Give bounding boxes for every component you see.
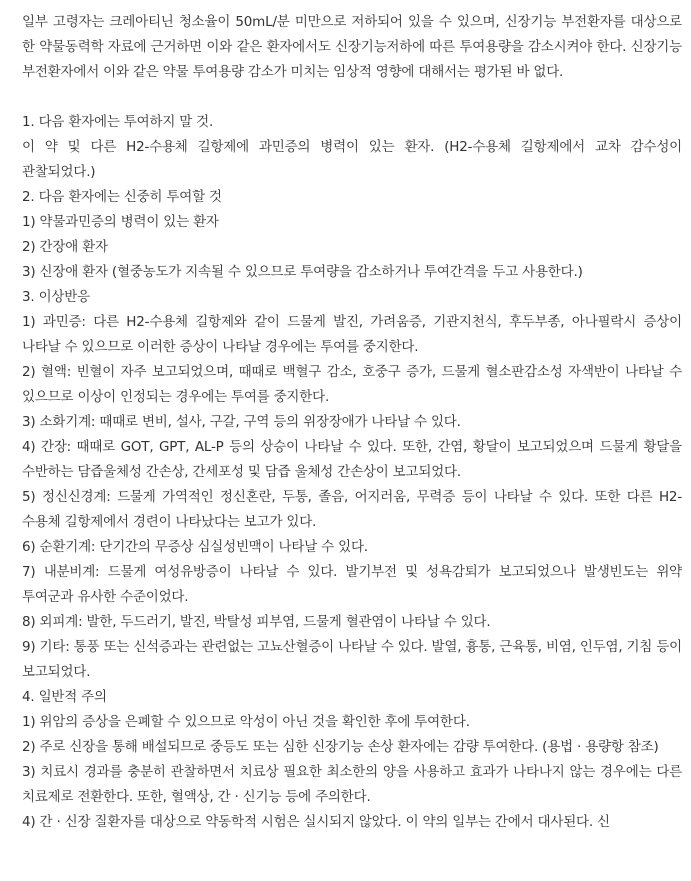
adverse-reaction-item: 9) 기타: 통풍 또는 신석증과는 관련없는 고뇨산혈증이 나타날 수 있다. 발열, 흉통, 근육통, 비염, 인두염, 기침 등이 보고되었다.	[22, 639, 682, 680]
caution-item: 1) 약물과민증의 병력이 있는 환자	[22, 214, 219, 230]
section-heading-adverse-reactions: 3. 이상반응	[22, 289, 90, 305]
precaution-item: 4) 간 · 신장 질환자를 대상으로 약동학적 시험은 실시되지 않았다. 이 약의 일부는 간에서 대사된다. 신	[22, 814, 610, 830]
precaution-item: 2) 주로 신장을 통해 배설되므로 중등도 또는 심한 신장기능 손상 환자에는 감량 투여한다. (용법 · 용량항 참조)	[22, 739, 659, 755]
adverse-reaction-item: 7) 내분비계: 드물게 여성유방증이 나타날 수 있다. 발기부전 및 성욕감퇴가 보고되었으나 발생빈도는 위약 투여군과 유사한 수준이었다.	[22, 564, 682, 605]
section-heading-general-precautions: 4. 일반적 주의	[22, 689, 107, 705]
adverse-reaction-item: 8) 외피계: 발한, 두드러기, 발진, 박탈성 피부염, 드물게 혈관염이 나타날 수 있다.	[22, 614, 491, 630]
precaution-item: 3) 치료시 경과를 충분히 관찰하면서 치료상 필요한 최소한의 양을 사용하고 효과가 나타나지 않는 경우에는 다른 치료제로 전환한다. 또한, 혈액상, 간 · 신기능 등에 주의한다.	[22, 764, 682, 805]
caution-item: 2) 간장애 환자	[22, 239, 108, 255]
adverse-reaction-item: 3) 소화기계: 때때로 변비, 설사, 구갈, 구역 등의 위장장애가 나타날 수 있다.	[22, 414, 461, 430]
adverse-reaction-item: 5) 정신신경계: 드물게 가역적인 정신혼란, 두통, 졸음, 어지러움, 무력증 등이 나타날 수 있다. 또한 다른 H2-수용체 길항제에서 경련이 나타났다는 보고가 있다.	[22, 489, 682, 530]
adverse-reaction-item: 4) 간장: 때때로 GOT, GPT, AL-P 등의 상승이 나타날 수 있다. 또한, 간염, 황달이 보고되었으며 드물게 황달을 수반하는 담즙울체성 간손상, 간세포성 및 담즙 울체성 간손상이 보고되었다.	[22, 439, 682, 480]
adverse-reaction-item: 1) 과민증: 다른 H2-수용체 길항제와 같이 드물게 발진, 가려움증, 기관지천식, 후두부종, 아나필락시 증상이 나타날 수 있으므로 이러한 증상이 나타날 경우에는 투여를 중지한다.	[22, 314, 682, 355]
caution-item: 3) 신장애 환자 (혈중농도가 지속될 수 있으므로 투여량을 감소하거나 투여간격을 두고 사용한다.)	[22, 264, 583, 280]
document-body	[22, 0, 682, 835]
paragraph-spacer	[22, 85, 682, 110]
precaution-item: 1) 위암의 증상을 은폐할 수 있으므로 악성이 아닌 것을 확인한 후에 투여한다.	[22, 714, 470, 730]
section-heading-contraindications: 1. 다음 환자에는 투여하지 말 것.	[22, 114, 214, 130]
section-heading-caution: 2. 다음 환자에는 신중히 투여할 것	[22, 189, 222, 205]
contraindication-item: 이 약 및 다른 H2-수용체 길항제에 과민증의 병력이 있는 환자. (H2-수용체 길항제에서 교차 감수성이 관찰되었다.)	[22, 139, 682, 180]
adverse-reaction-item: 6) 순환기계: 단기간의 무증상 심실성빈맥이 나타날 수 있다.	[22, 539, 368, 555]
intro-paragraph: 일부 고령자는 크레아티닌 청소율이 50mL/분 미만으로 저하되어 있을 수 있으며, 신장기능 부전환자를 대상으로 한 약물동력학 자료에 근거하면 이와 같은 환자에서도 신장기능저하에 따른 투여용량을 감소시켜야 한다. 신장기능 부전환자에서 이와 같은 약물 투여용량 감소가 미치는 임상적 영향에 대해서는 평가된 바 없다.	[22, 14, 682, 80]
adverse-reaction-item: 2) 혈액: 빈혈이 자주 보고되었으며, 때때로 백혈구 감소, 호중구 증가, 드물게 혈소판감소성 자색반이 나타날 수 있으므로 이상이 인정되는 경우에는 투여를 중지한다.	[22, 364, 682, 405]
